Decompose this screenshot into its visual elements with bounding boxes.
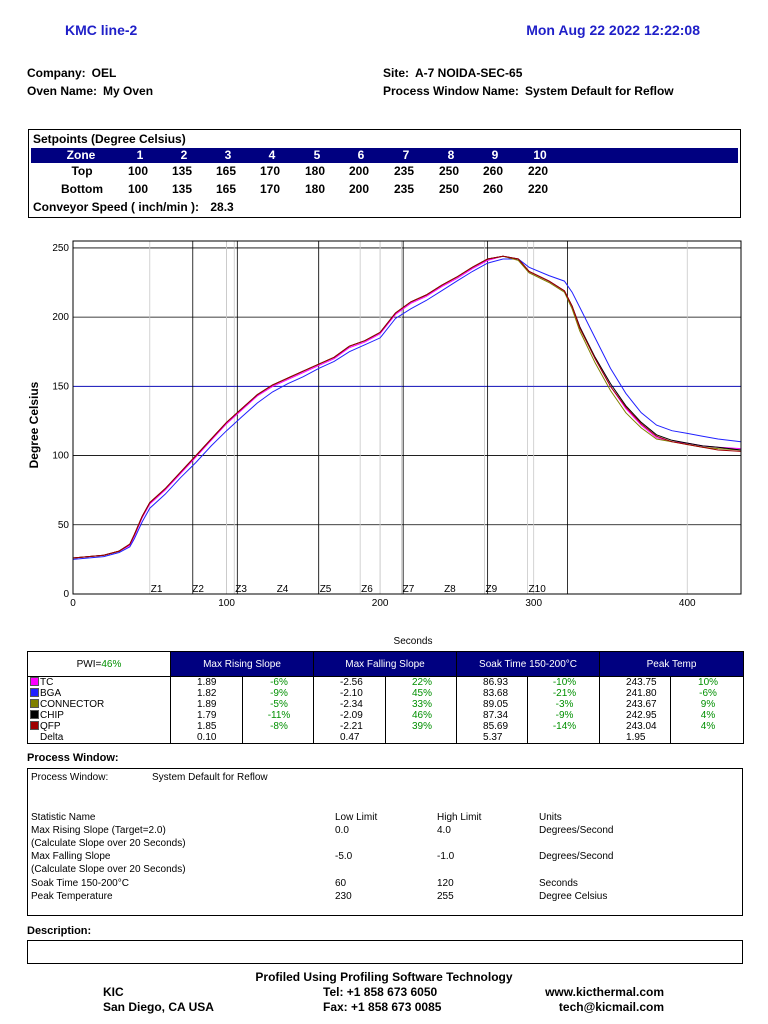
x-tick-label: 100 — [218, 598, 235, 609]
col-statistic-name: Statistic Name — [31, 812, 96, 823]
pwi-value: 46% — [101, 658, 122, 670]
top-setpoint: 250 — [438, 164, 460, 178]
zone-number: 4 — [268, 148, 276, 162]
zone-label: Z8 — [444, 584, 456, 595]
footer-city: San Diego, CA USA — [103, 1000, 214, 1014]
stat-value: 1.79 — [171, 710, 243, 721]
stat-value: 1.85 — [171, 721, 243, 732]
top-row-label: Top — [71, 164, 93, 178]
delta-value — [671, 732, 744, 744]
temperature-profile-chart — [0, 232, 768, 652]
top-setpoint: 260 — [482, 164, 504, 178]
y-tick-label: 100 — [52, 450, 69, 462]
stat-value: -2.56 — [314, 677, 386, 689]
y-tick-label: 0 — [63, 589, 69, 600]
top-setpoint: 220 — [527, 164, 549, 178]
probe-color-swatch — [30, 710, 39, 719]
site-info — [383, 66, 522, 80]
zone-label: Z5 — [319, 584, 332, 595]
chart-grid — [73, 241, 741, 594]
stat-percent: 9% — [671, 699, 744, 710]
bottom-setpoint: 170 — [259, 182, 281, 196]
stat-value: 243.04 — [600, 721, 671, 732]
series-line-chip — [73, 256, 741, 558]
zone-number: 3 — [224, 148, 232, 162]
stat-percent: -11% — [243, 710, 314, 721]
probe-color-swatch — [30, 699, 39, 708]
pw-row-low: 60 — [335, 878, 347, 889]
zone-number: 9 — [491, 148, 499, 162]
pw-label: Process Window: — [31, 772, 109, 783]
zone-number: 6 — [357, 148, 365, 162]
footer-company: KIC — [103, 985, 124, 999]
report-title: KMC line-2 — [65, 22, 138, 38]
statistics-table — [27, 651, 744, 744]
stat-percent: 33% — [386, 699, 457, 710]
stat-value: 1.89 — [171, 677, 243, 689]
pw-row-high: 120 — [437, 878, 454, 889]
plot-area-border — [73, 241, 741, 594]
pw-row-low: -5.0 — [335, 851, 353, 862]
stats-row — [28, 710, 744, 721]
stat-percent: -9% — [243, 688, 314, 699]
description-box — [27, 940, 743, 964]
stat-value: 89.05 — [457, 699, 528, 710]
y-tick-label: 250 — [52, 242, 69, 254]
bottom-setpoint: 260 — [482, 182, 504, 196]
col-low-limit: Low Limit — [335, 812, 378, 823]
stat-percent: -3% — [528, 699, 600, 710]
stat-percent: 22% — [386, 677, 457, 689]
stat-value: -2.09 — [314, 710, 386, 721]
stat-value: -2.10 — [314, 688, 386, 699]
delta-value: 1.95 — [600, 732, 671, 744]
delta-value: 5.37 — [457, 732, 528, 744]
chart-x-axis-label: Seconds — [393, 636, 433, 647]
probe-name: QFP — [40, 721, 61, 732]
x-tick-label: 300 — [525, 598, 543, 609]
stat-header: Max Falling Slope — [314, 652, 457, 677]
stat-percent: 4% — [671, 721, 744, 732]
oven-value: My Oven — [103, 84, 154, 98]
stat-percent: -14% — [528, 721, 600, 732]
probe-color-swatch — [30, 677, 39, 686]
stat-percent: -8% — [243, 721, 314, 732]
top-setpoint: 100 — [127, 164, 149, 178]
pw-row-units: Degrees/Second — [539, 851, 614, 862]
top-setpoint: 235 — [393, 164, 415, 178]
probe-name: CONNECTOR — [40, 699, 105, 710]
chart-y-axis-label: Degree Celsius — [27, 381, 41, 469]
probe-name-cell — [28, 677, 171, 689]
stat-percent: -5% — [243, 699, 314, 710]
stat-value: -2.21 — [314, 721, 386, 732]
x-tick-label: 400 — [678, 598, 696, 609]
stat-percent: 10% — [671, 677, 744, 689]
bottom-setpoint: 165 — [215, 182, 237, 196]
site-value: A-7 NOIDA-SEC-65 — [415, 66, 523, 80]
stat-percent: -9% — [528, 710, 600, 721]
company-info — [27, 66, 116, 80]
zone-label: Z4 — [276, 584, 289, 595]
probe-color-swatch — [30, 721, 39, 730]
stat-percent: -21% — [528, 688, 600, 699]
stat-value: 242.95 — [600, 710, 671, 721]
y-tick-label: 150 — [52, 381, 69, 393]
stat-value: 1.82 — [171, 688, 243, 699]
zone-number: 10 — [533, 148, 547, 162]
stat-percent: 46% — [386, 710, 457, 721]
stat-percent: -10% — [528, 677, 600, 689]
pw-row-high: 255 — [437, 891, 454, 902]
probe-name: TC — [40, 677, 54, 688]
report-datetime: Mon Aug 22 2022 12:22:08 — [526, 22, 700, 38]
setpoints-title: Setpoints (Degree Celsius) — [33, 132, 186, 146]
zone-number: 8 — [447, 148, 455, 162]
zone-label: Z2 — [192, 584, 204, 595]
pw-name: System Default for Reflow — [152, 772, 268, 783]
col-units: Units — [539, 812, 562, 823]
stat-percent: -6% — [671, 688, 744, 699]
stat-value: 86.93 — [457, 677, 528, 689]
zone-label: Z9 — [485, 584, 498, 595]
footer-tel: Tel: +1 858 673 6050 — [323, 985, 438, 999]
stat-header: Peak Temp — [600, 652, 744, 677]
conveyor-speed-label: Conveyor Speed ( inch/min ): — [33, 200, 200, 214]
bottom-setpoint: 135 — [171, 182, 193, 196]
process-window-info — [383, 84, 674, 98]
process-window-label: Process Window Name: — [383, 84, 519, 98]
x-tick-label: 0 — [70, 598, 76, 609]
stats-row — [28, 688, 744, 699]
company-label: Company: — [27, 66, 86, 80]
pwi-cell — [28, 652, 171, 677]
pw-row-units: Degrees/Second — [539, 825, 614, 836]
top-setpoint: 200 — [348, 164, 370, 178]
zone-header-band — [31, 148, 738, 163]
conveyor-speed — [33, 200, 234, 214]
delta-row — [28, 732, 744, 744]
setpoints-panel — [28, 129, 741, 218]
delta-value: 0.47 — [314, 732, 386, 744]
process-window-value: System Default for Reflow — [524, 84, 674, 98]
top-setpoint: 165 — [215, 164, 237, 178]
stat-value: -2.34 — [314, 699, 386, 710]
zone-label: Z3 — [235, 584, 247, 595]
footer-email: tech@kicmail.com — [558, 1000, 664, 1014]
pw-row-name: Max Rising Slope (Target=2.0) — [31, 825, 166, 836]
conveyor-speed-value: 28.3 — [210, 200, 234, 214]
bottom-setpoint: 220 — [527, 182, 549, 196]
top-setpoint: 135 — [171, 164, 193, 178]
oven-info — [27, 84, 153, 98]
y-tick-label: 200 — [52, 312, 69, 324]
stat-header: Max Rising Slope — [171, 652, 314, 677]
probe-name-cell — [28, 688, 171, 699]
col-high-limit: High Limit — [437, 812, 482, 823]
top-setpoint: 180 — [304, 164, 326, 178]
stat-value: 87.34 — [457, 710, 528, 721]
delta-label: Delta — [28, 732, 171, 744]
stat-value: 85.69 — [457, 721, 528, 732]
series-line-qfp — [73, 256, 741, 558]
pw-row-name: (Calculate Slope over 20 Seconds) — [31, 838, 186, 849]
bottom-setpoint: 200 — [348, 182, 370, 196]
zone-number: 2 — [180, 148, 188, 162]
process-window-section-title: Process Window: — [27, 752, 119, 764]
stat-value: 83.68 — [457, 688, 528, 699]
stats-row — [28, 721, 744, 732]
top-setpoint: 170 — [259, 164, 281, 178]
stat-percent: 4% — [671, 710, 744, 721]
description-text — [28, 942, 36, 961]
pw-row-high: 4.0 — [437, 825, 451, 836]
stat-percent: 45% — [386, 688, 457, 699]
pw-row-units: Seconds — [539, 878, 578, 889]
chart-series — [73, 256, 741, 559]
probe-name-cell — [28, 710, 171, 721]
zone-number: 5 — [313, 148, 321, 162]
delta-value — [528, 732, 600, 744]
stat-value: 243.75 — [600, 677, 671, 689]
probe-name-cell — [28, 699, 171, 710]
oven-label: Oven Name: — [27, 84, 98, 98]
x-tick-label: 200 — [371, 598, 389, 609]
pw-row-low: 0.0 — [335, 825, 349, 836]
zone-label: Zone — [66, 148, 96, 162]
process-window-panel — [27, 768, 743, 916]
probe-name-cell — [28, 721, 171, 732]
zone-label: Z6 — [361, 584, 373, 595]
chart-zones — [151, 241, 568, 595]
footer-fax: Fax: +1 858 673 0085 — [323, 1000, 442, 1014]
bottom-setpoint: 100 — [127, 182, 149, 196]
series-line-tc — [73, 256, 741, 558]
pw-row-high: -1.0 — [437, 851, 455, 862]
pw-row-units: Degree Celsius — [539, 891, 608, 902]
zone-label: Z10 — [528, 584, 546, 595]
delta-value — [243, 732, 314, 744]
probe-name: CHIP — [40, 710, 64, 721]
site-label: Site: — [383, 66, 410, 80]
pwi-label: PWI= — [76, 658, 102, 670]
bottom-setpoint: 235 — [393, 182, 415, 196]
zone-label: Z7 — [402, 584, 415, 595]
zone-number: 7 — [402, 148, 410, 162]
zone-label: Z1 — [150, 584, 163, 595]
bottom-setpoint: 250 — [438, 182, 460, 196]
pw-row-name: Peak Temperature — [31, 891, 113, 902]
pw-row-name: Soak Time 150-200°C — [31, 878, 129, 889]
delta-value: 0.10 — [171, 732, 243, 744]
delta-value — [386, 732, 457, 744]
probe-name: BGA — [40, 688, 62, 699]
stat-value: 243.67 — [600, 699, 671, 710]
stat-value: 241.80 — [600, 688, 671, 699]
stats-row — [28, 699, 744, 710]
pw-row-name: (Calculate Slope over 20 Seconds) — [31, 864, 186, 875]
probe-color-swatch — [30, 688, 39, 697]
footer-website: www.kicthermal.com — [545, 985, 664, 999]
pw-row-name: Max Falling Slope — [31, 851, 111, 862]
y-tick-label: 50 — [57, 519, 69, 531]
series-line-connector — [73, 256, 741, 558]
stat-percent: 39% — [386, 721, 457, 732]
footer-tagline: Profiled Using Profiling Software Technology — [255, 970, 513, 984]
zone-number: 1 — [136, 148, 144, 162]
stats-row — [28, 677, 744, 689]
pw-row-low: 230 — [335, 891, 352, 902]
stat-value: 1.89 — [171, 699, 243, 710]
bottom-setpoint: 180 — [304, 182, 326, 196]
bottom-row-label: Bottom — [61, 182, 103, 196]
stat-percent: -6% — [243, 677, 314, 689]
company-value: OEL — [91, 66, 117, 80]
description-title: Description: — [27, 925, 92, 937]
stat-header: Soak Time 150-200°C — [457, 652, 600, 677]
